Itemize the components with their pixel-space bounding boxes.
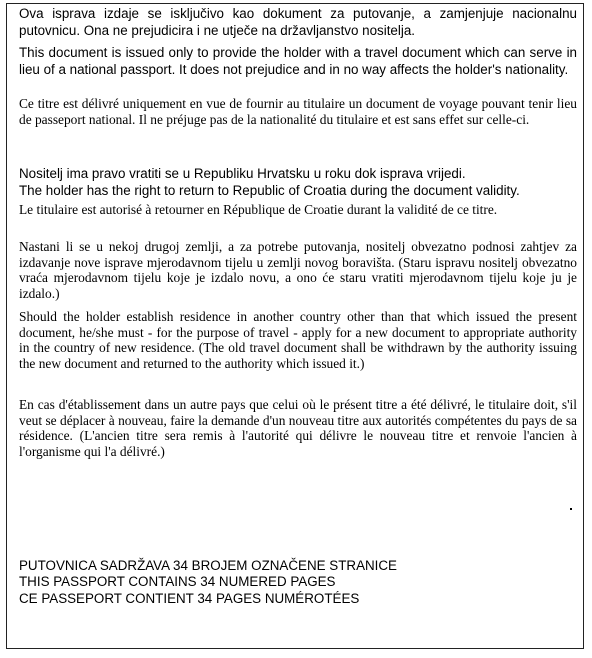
residence-notice-french: En cas d'établissement dans un autre pays que celui où le présent titre a été délivré, le titulaire doit, s'il veut se déplacer à nouveau, faire la demande d'un nouveau titre aux autorités compétentes du pays de sa résidence. (L'ancien titre sera remis à l'autorité qui délivre le nouveau titre et renvoie l'ancien à l'organisme qui l'a délivré.)	[19, 397, 577, 459]
passport-page	[6, 3, 584, 649]
return-right-croatian: Nositelj ima pravo vratiti se u Republiku Hrvatsku u roku dok isprava vrijedi.	[19, 166, 466, 181]
stray-dot	[570, 508, 572, 510]
page-count-croatian: PUTOVNICA SADRŽAVA 34 BROJEM OZNAČENE STRANICE	[19, 558, 397, 573]
page-count-french: CE PASSEPORT CONTIENT 34 PAGES NUMÉROTÉES	[19, 591, 360, 606]
return-right-french: Le titulaire est autorisé à retourner en République de Croatie durant la validité de ce titre.	[19, 202, 498, 217]
residence-notice-croatian: Nastani li se u nekoj drugoj zemlji, a za potrebe putovanja, nositelj obvezatno podnosi zahtjev za izdavanje nove isprave mjerodavnom tijelu u zemlji novog boravišta. (Staru ispravu nositelj obvezatno vraća mjerodavnom tijelu koje je izdalo novu, a ono će staru vratiti mjerodavnom tijelu koje ju je izdalo.)	[19, 239, 577, 301]
residence-notice-english: Should the holder establish residence in another country other than that which issued the present document, he/she must - for the purpose of travel - apply for a new document to appropriate authority in the country of new residence. (The old travel document shall be withdrawn by the authority issuing the new document and returned to the authority which issued it.)	[19, 309, 577, 371]
travel-notice-french: Ce titre est délivré uniquement en vue de fournir au titulaire un document de voyage pouvant tenir lieu de passeport national. Il ne préjuge pas de la nationalité du titulaire et est sans effet sur celle-ci.	[19, 96, 577, 127]
travel-notice-english: This document is issued only to provide the holder with a travel document which can serve in lieu of a national passport. It does not prejudice and in no way affects the holder's nationality.	[19, 45, 577, 77]
travel-notice-croatian: Ova isprava izdaje se isključivo kao dokument za putovanje, a zamjenjuje nacionalnu putovnicu. Ona ne prejudicira i ne utječe na državljanstvo nositelja.	[19, 6, 577, 38]
return-right-english: The holder has the right to return to Republic of Croatia during the document validity.	[19, 183, 520, 198]
page-count-english: THIS PASSPORT CONTAINS 34 NUMERED PAGES	[19, 574, 336, 589]
